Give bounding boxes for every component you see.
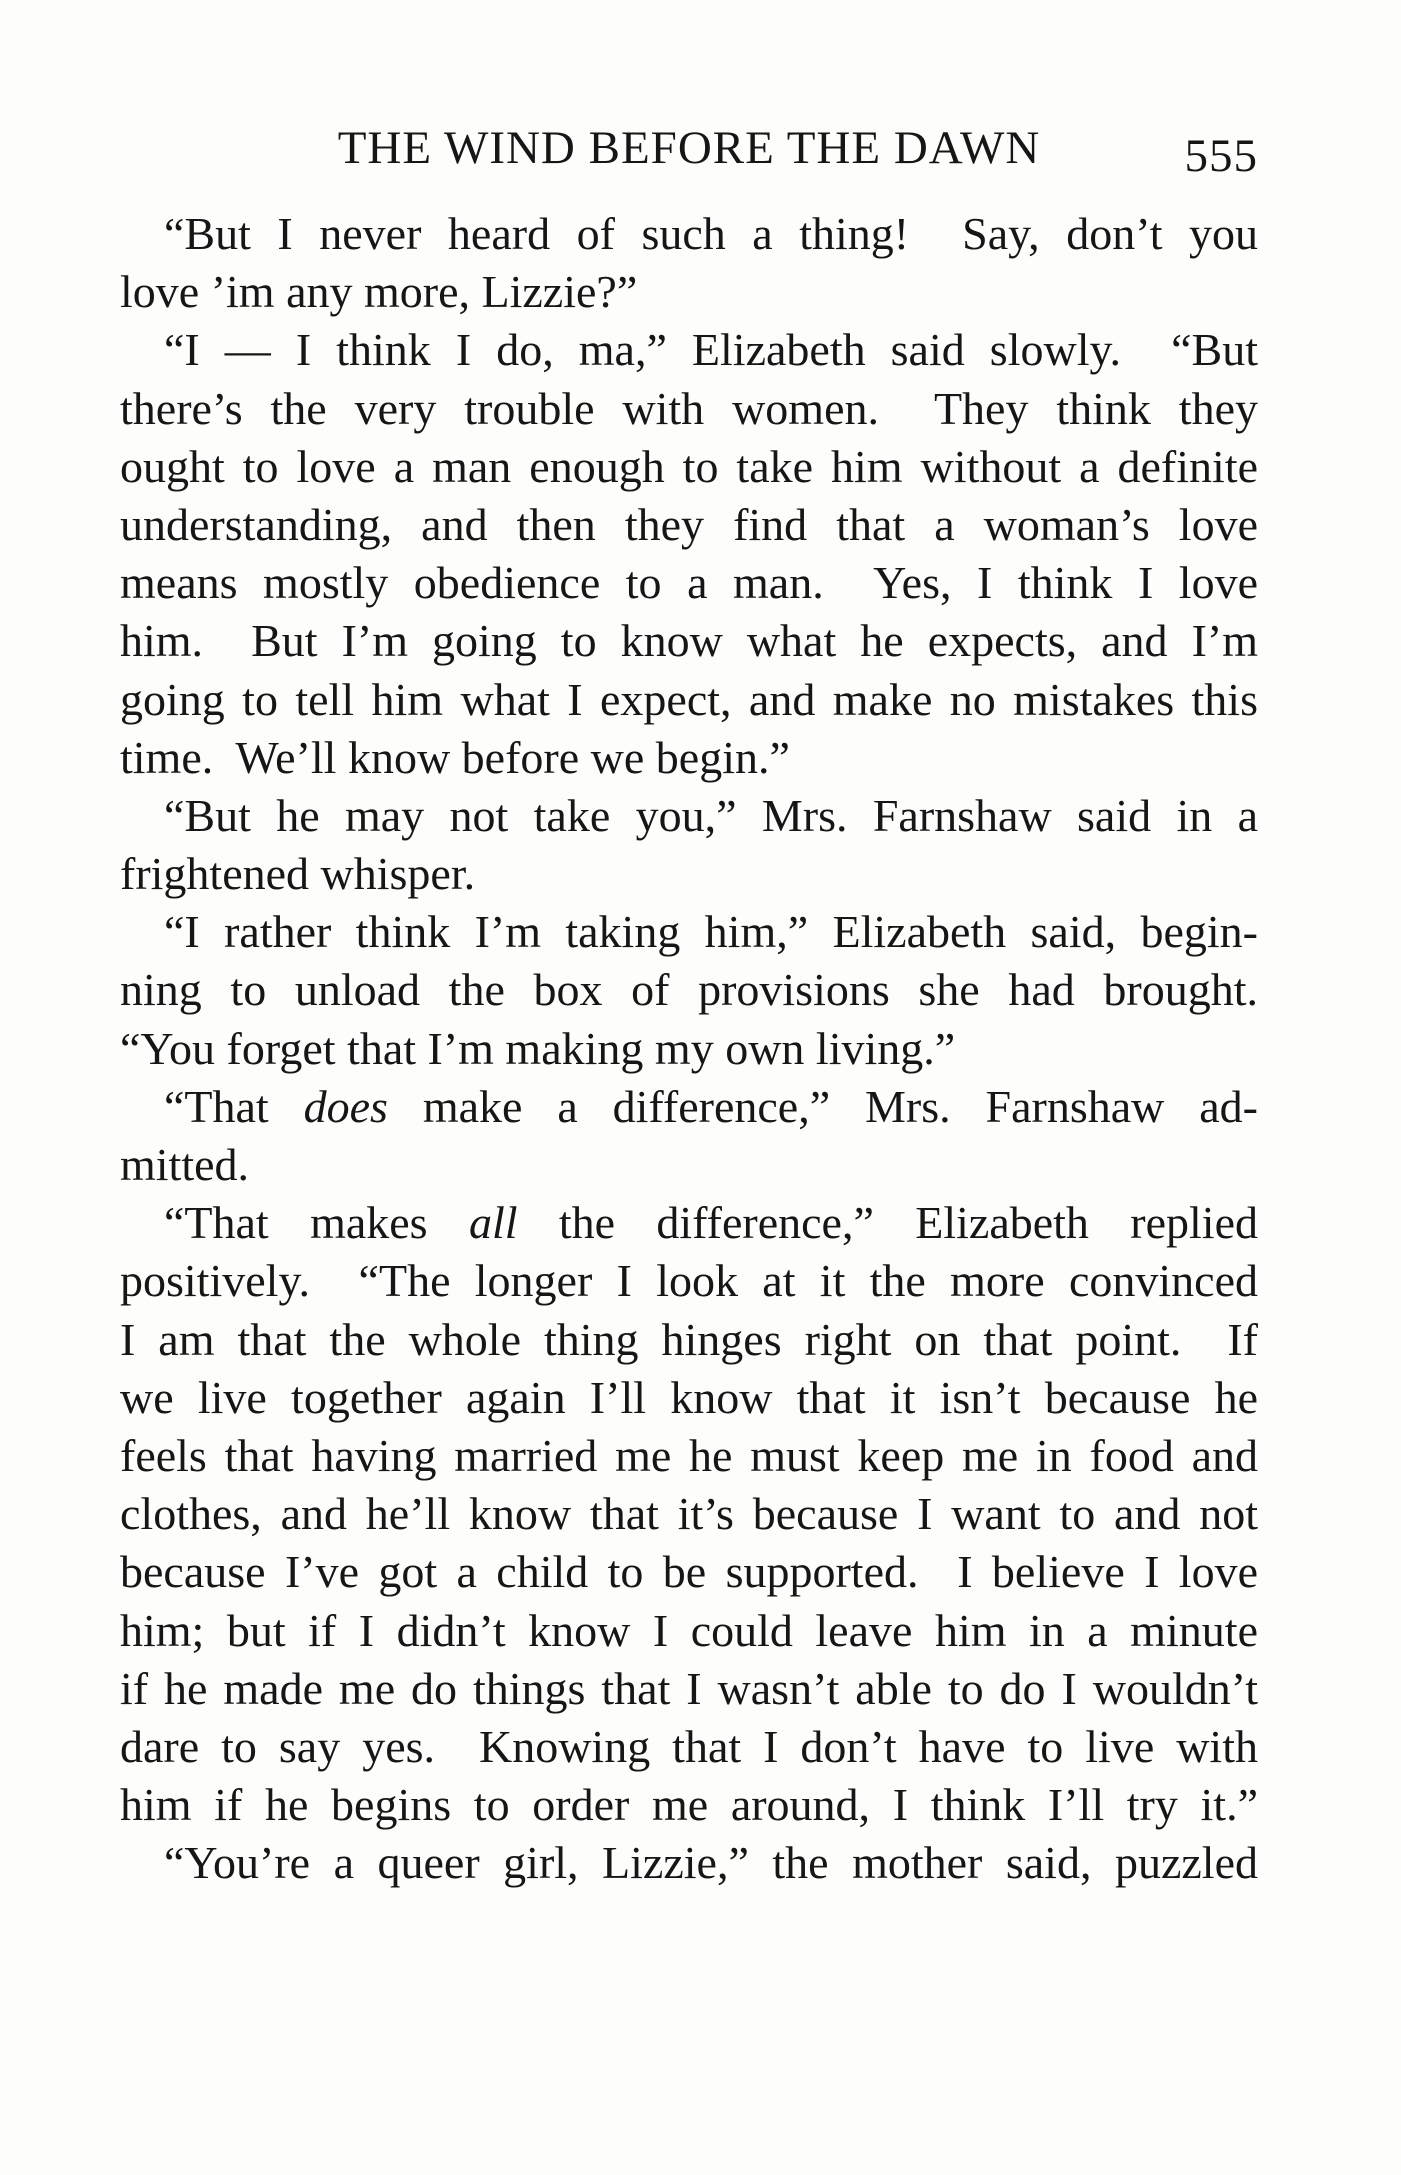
text-line: going to tell him what I expect, and make no mistakes this (120, 673, 1258, 725)
text-line: love ’im any more, Lizzie?” (120, 266, 638, 318)
text-line: I am that the whole thing hinges right on that point. If (120, 1313, 1258, 1365)
text-line: “You’re a queer girl, Lizzie,” the mother said, puzzled (164, 1837, 1258, 1889)
text-line: frightened whisper. (120, 848, 476, 900)
text-line: clothes, and he’ll know that it’s because I want to and not (120, 1488, 1258, 1540)
text-line: means mostly obedience to a man. Yes, I think I love (120, 557, 1258, 609)
body-text (120, 205, 1258, 1892)
text-span: make a difference,” Mrs. Farnshaw ad- (387, 1080, 1259, 1132)
text-line: dare to say yes. Knowing that I don’t have to live with (120, 1720, 1258, 1772)
italic-emphasis: all (468, 1197, 518, 1249)
text-line: “But he may not take you,” Mrs. Farnshaw said in a (164, 789, 1258, 841)
text-line: him if he begins to order me around, I think I’ll try it.” (120, 1779, 1258, 1831)
text-line: ning to unload the box of provisions she had brought. (120, 964, 1258, 1016)
text-line: “But I never heard of such a thing! Say, don’t you (164, 208, 1258, 259)
text-line: “I rather think I’m taking him,” Elizabeth said, begin- (164, 906, 1258, 958)
text-line: “You forget that I’m making my own living.” (120, 1022, 956, 1074)
text-line: mitted. (120, 1139, 250, 1190)
text-line: time. We’ll know before we begin.” (120, 731, 790, 783)
text-line: we live together again I’ll know that it isn’t because he (120, 1371, 1258, 1423)
running-head (120, 118, 1258, 182)
text-line: positively. “The longer I look at it the more convinced (120, 1255, 1258, 1307)
text-line: him; but if I didn’t know I could leave him in a minute (120, 1604, 1258, 1656)
text-line: there’s the very trouble with women. They think they (120, 382, 1258, 434)
text-line: if he made me do things that I wasn’t able to do I wouldn’t (120, 1662, 1258, 1714)
text-span: “That makes (164, 1197, 469, 1249)
text-line: him. But I’m going to know what he expects, and I’m (120, 615, 1258, 667)
italic-emphasis: does (303, 1080, 388, 1132)
text-line: feels that having married me he must keep me in food and (120, 1429, 1258, 1481)
text-line (120, 1078, 1258, 1136)
running-head-title: THE WIND BEFORE THE DAWN (337, 122, 1041, 174)
text-line: “I — I think I do, ma,” Elizabeth said slowly. “But (164, 324, 1258, 376)
text-span: the difference,” Elizabeth replied (517, 1197, 1258, 1249)
text-line: ought to love a man enough to take him without a definite (120, 440, 1258, 492)
text-line: because I’ve got a child to be supported. I believe I love (120, 1546, 1258, 1598)
text-span: “That (164, 1080, 304, 1132)
page-number: 555 (1184, 130, 1258, 182)
text-line: understanding, and then they find that a woman’s love (120, 498, 1258, 550)
text-line (120, 1194, 1258, 1252)
